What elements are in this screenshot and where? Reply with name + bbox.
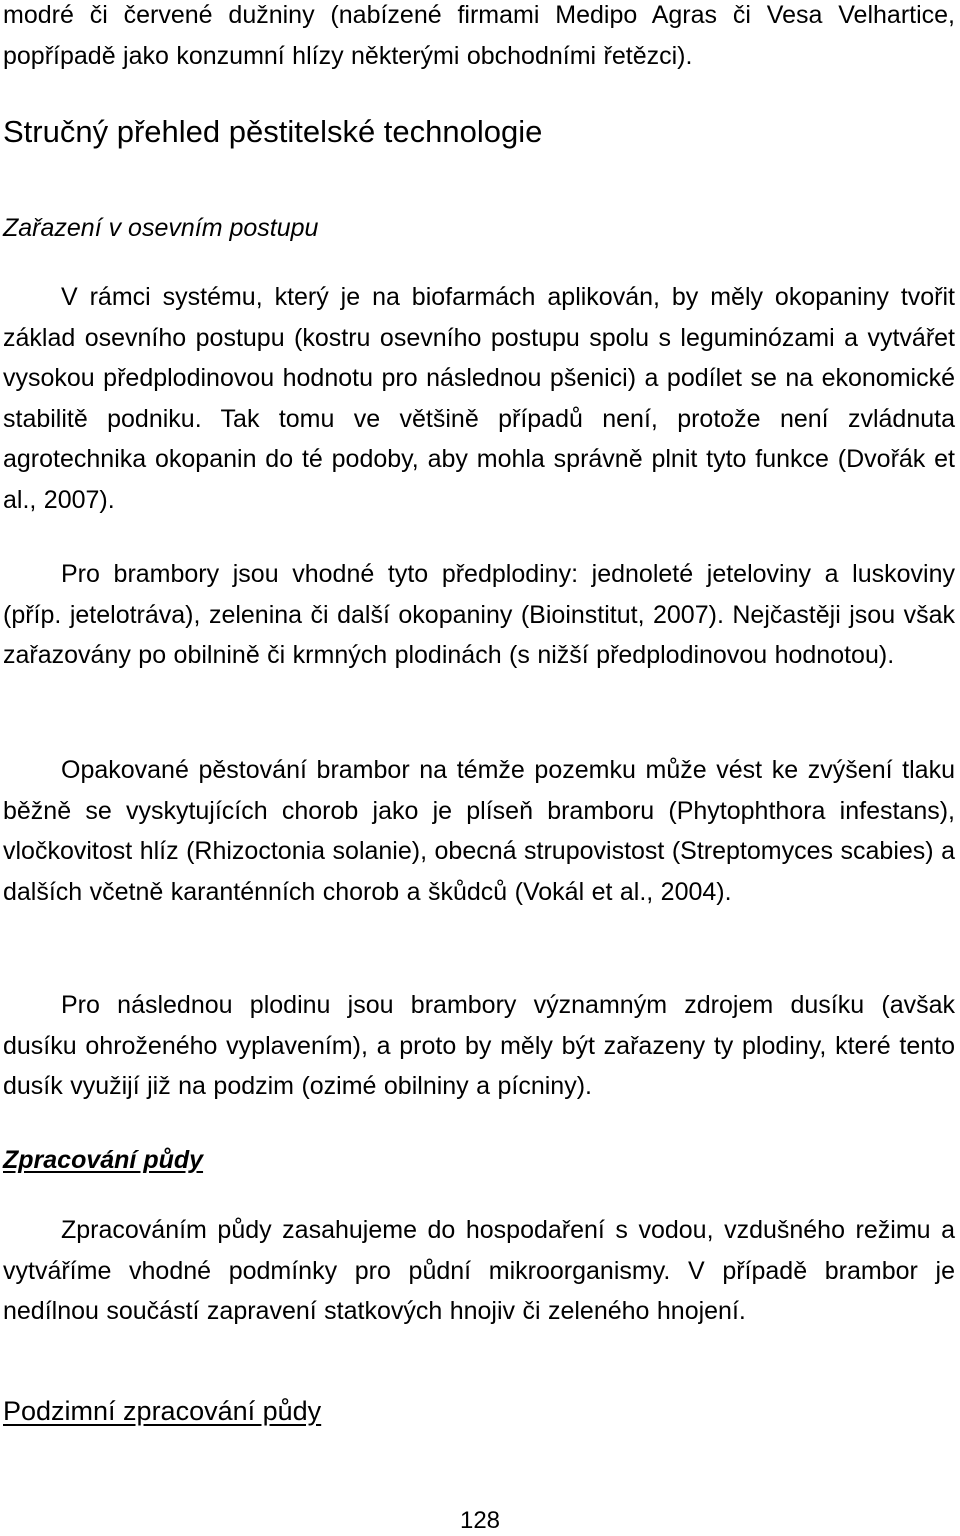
paragraph-disease-pressure: Opakované pěstování brambor na témže pozemku může vést ke zvýšení tlaku běžně se vyskytujících chorob jako je plíseň bramboru (Phytophthora infestans), vločkovitost hlíz (Rhizoctonia solanie), obecná strupovistost (Streptomyces scabies) a dalších včetně karanténních chorob a škůdců (Vokál et al., 2004).	[3, 756, 955, 906]
paragraph-preceding-crops: Pro brambory jsou vhodné tyto předplodiny: jednoleté jeteloviny a luskoviny (příp. jetelotráva), zelenina či další okopaniny (Bioinstitut, 2007). Nejčastěji jsou však zařazovány po obilnině či krmných plodinách (s nižší předplodinovou hodnotou).	[3, 560, 955, 669]
section-heading: Stručný přehled pěstitelské technologie	[3, 114, 543, 149]
continued-paragraph: modré či červené dužniny (nabízené firmami Medipo Agras či Vesa Velhartice, popřípadě jako konzumní hlízy některými obchodními řetězci).	[3, 1, 955, 70]
page-number: 128	[459, 1507, 501, 1534]
paragraph-nitrogen-source: Pro následnou plodinu jsou brambory významným zdrojem dusíku (avšak dusíku ohroženého vyplavením), a proto by měly být zařazeny ty plodiny, které tento dusík využijí již na podzim (ozimé obilniny a pícniny).	[3, 991, 955, 1100]
paragraph-tillage: Zpracováním půdy zasahujeme do hospodaření s vodou, vzdušného režimu a vytváříme vhodné podmínky pro půdní mikroorganismy. V případě brambor je nedílnou součástí zapravení statkových hnojiv či zeleného hnojení.	[3, 1216, 955, 1325]
subheading-tillage: Zpracování půdy	[3, 1146, 204, 1174]
subheading-autumn-tillage: Podzimní zpracování půdy	[3, 1396, 322, 1426]
subheading-crop-rotation: Zařazení v osevním postupu	[3, 214, 319, 242]
paragraph-crop-rotation-role: V rámci systému, který je na biofarmách aplikován, by měly okopaniny tvořit základ osevního postupu (kostru osevního postupu spolu s leguminózami a vytvářet vysokou předplodinovou hodnotu pro následnou pšenici) a podílet se na ekonomické stabilitě podniku. Tak tomu ve většině případů není, protože není zvládnuta agrotechnika okopanin do té podoby, aby mohla správně plnit tyto funkce (Dvořák et al., 2007).	[3, 283, 955, 514]
